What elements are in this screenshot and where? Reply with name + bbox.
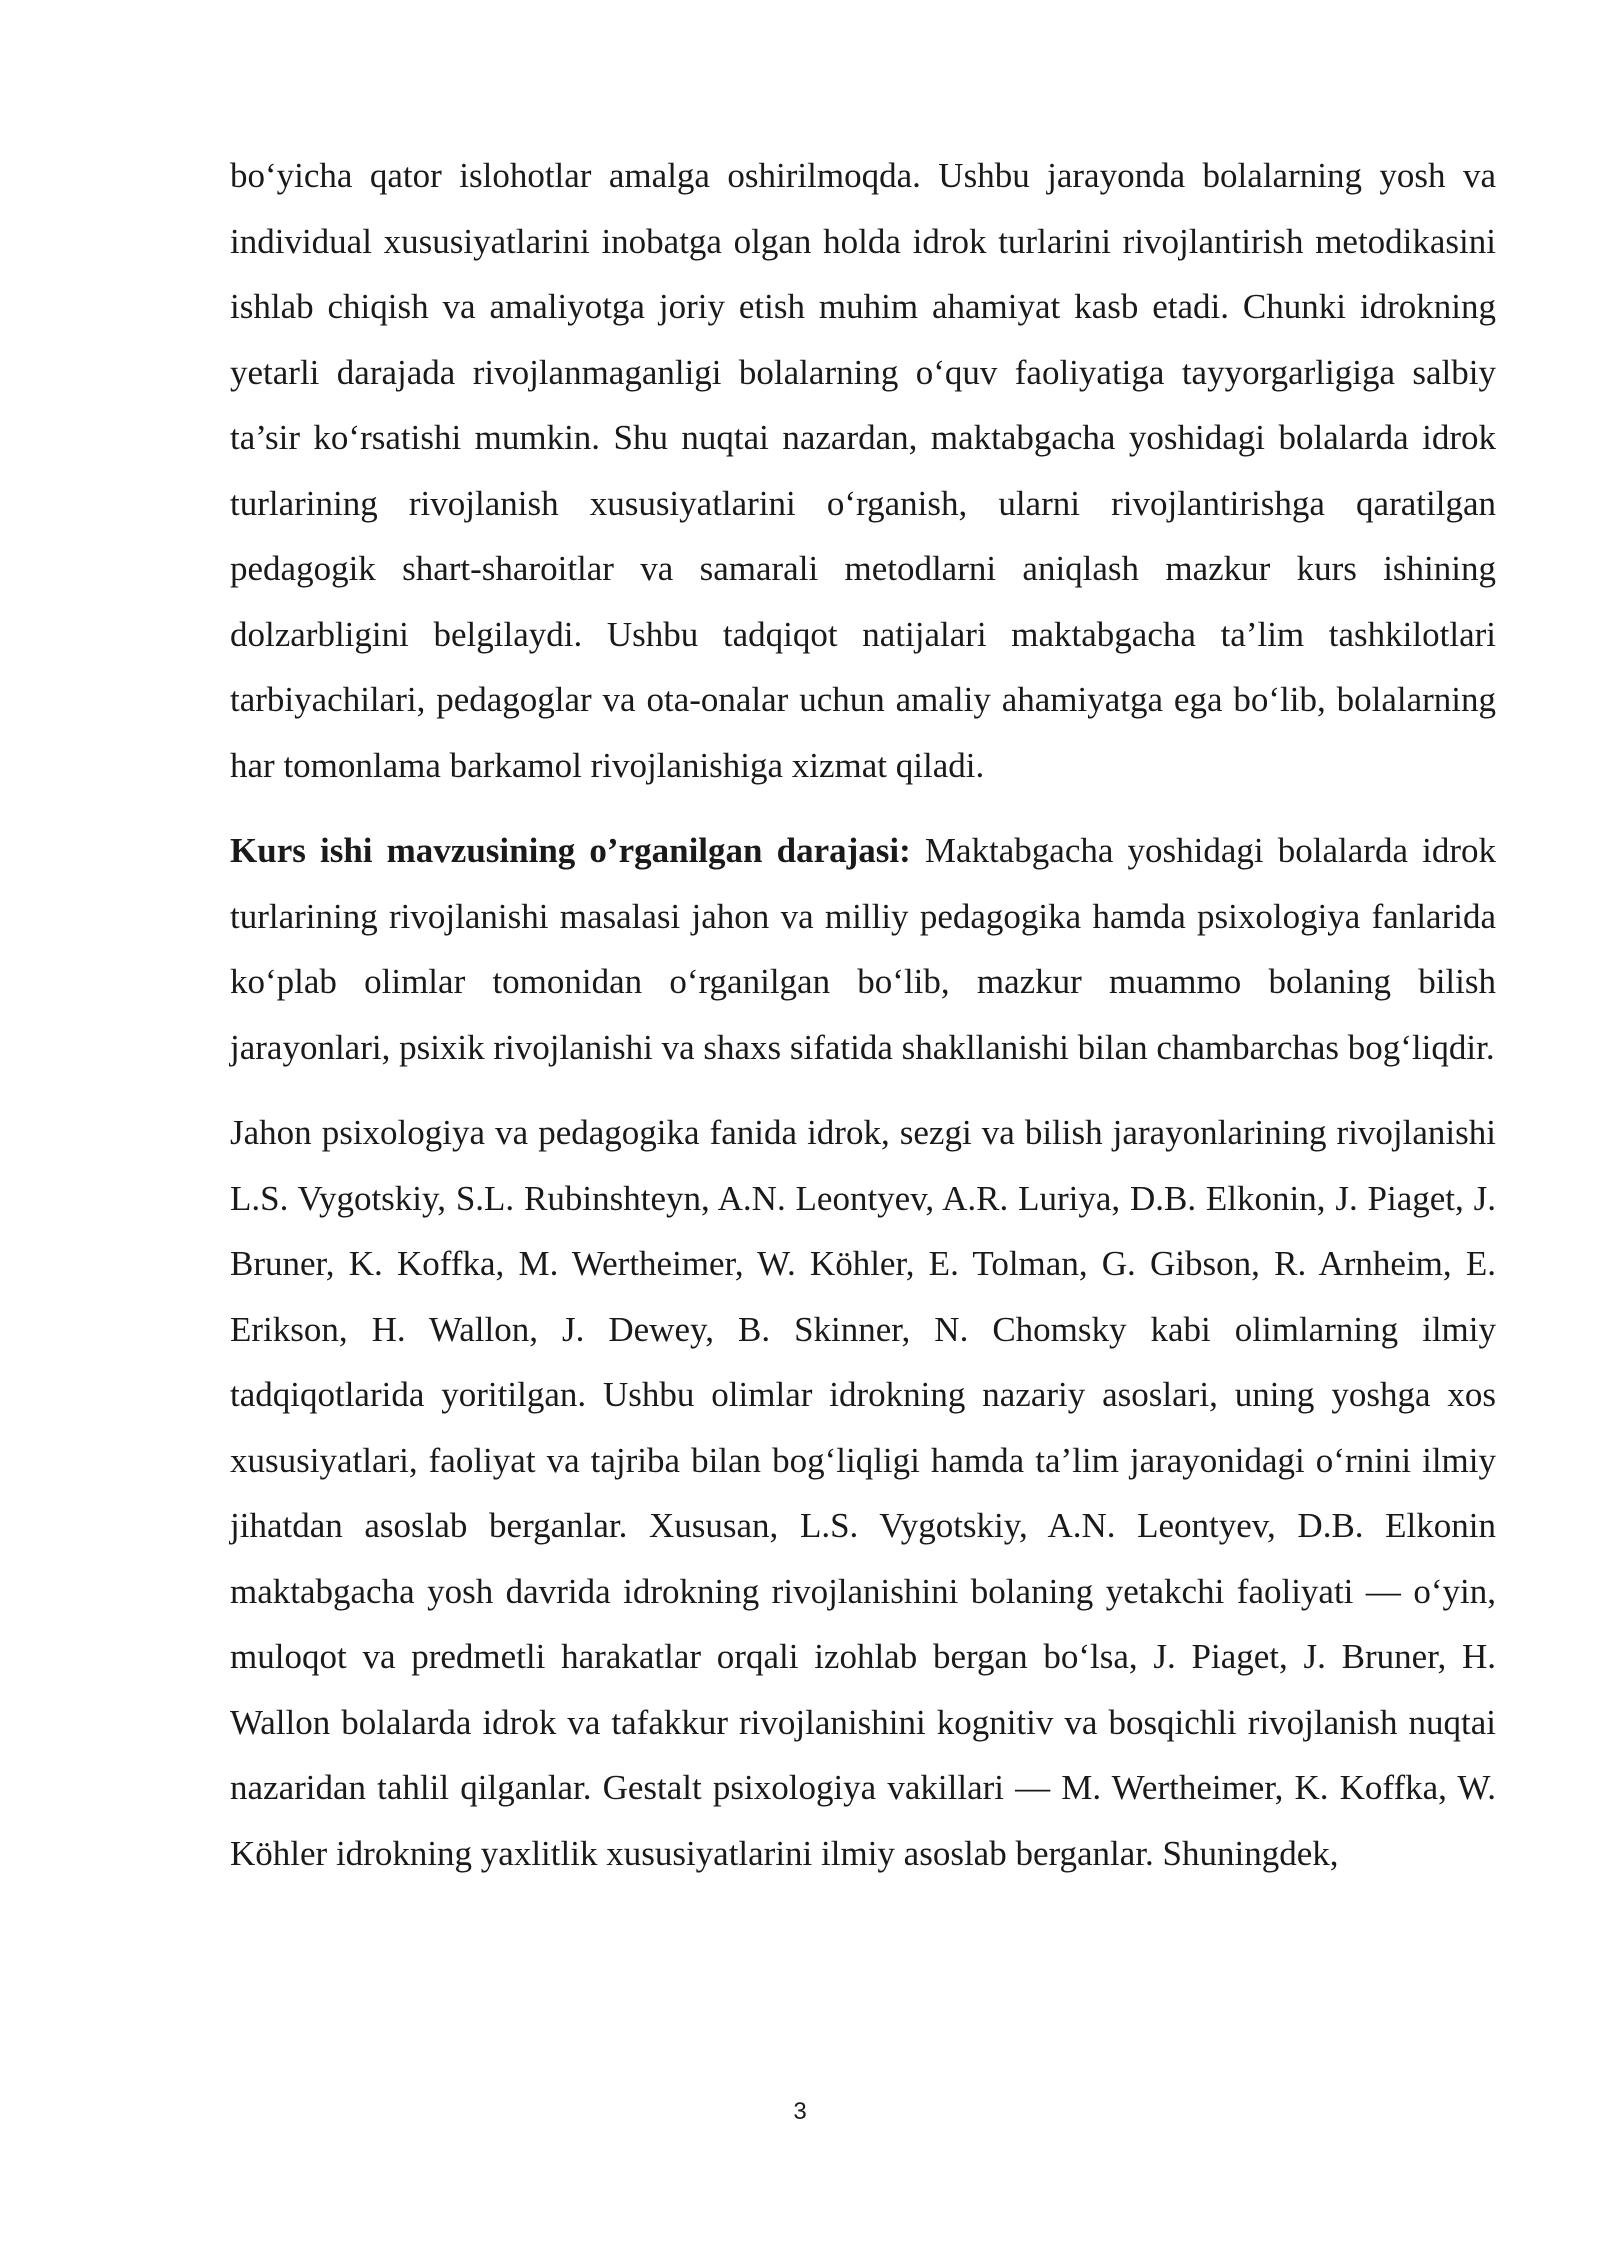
paragraph-2 xyxy=(230,818,1496,1080)
section-heading: Kurs ishi mavzusining o’rganilgan darajasi: xyxy=(230,831,911,870)
paragraph-3 xyxy=(230,1100,1496,1886)
document-body xyxy=(230,143,1496,1886)
page-number: 3 xyxy=(793,2098,807,2125)
paragraph-3-text: Jahon psixologiya va pedagogika fanida idrok, sezgi va bilish jarayonlarining rivojlanishi L.S. Vygotskiy, S.L. Rubinshteyn, A.N. Leontyev, A.R. Luriya, D.B. Elkonin, J. Piaget, J. Bruner, K. Koffka, M. Wertheimer, W. Köhler, E. Tolman, G. Gibson, R. Arnheim, E. Erikson, H. Wallon, J. Dewey, B. Skinner, N. Chomsky kabi olimlarning ilmiy tadqiqotlarida yoritilgan. Ushbu olimlar idrokning nazariy asoslari, uning yoshga xos xususiyatlari, faoliyat va tajriba bilan bog‘liqligi hamda ta’lim jarayonidagi o‘rnini ilmiy jihatdan asoslab berganlar. Xususan, L.S. Vygotskiy, A.N. Leontyev, D.B. Elkonin maktabgacha yosh davrida idrokning rivojlanishini bolaning yetakchi faoliyati — o‘yin, muloqot va predmetli harakatlar orqali izohlab bergan bo‘lsa, J. Piaget, J. Bruner, H. Wallon bolalarda idrok va tafakkur rivojlanishini kognitiv va bosqichli rivojlanish nuqtai nazaridan tahlil qilganlar. Gestalt psixologiya vakillari — M. Wertheimer, K. Koffka, W. Köhler idrokning yaxlitlik xususiyatlarini ilmiy asoslab berganlar. Shuningdek, xyxy=(230,1113,1496,1873)
paragraph-2-text: Maktabgacha yoshidagi bolalarda idrok turlarining rivojlanishi masalasi jahon va milliy pedagogika hamda psixologiya fanlarida ko‘plab olimlar tomonidan o‘rganilgan bo‘lib, mazkur muammo bolaning bilish jarayonlari, psixik rivojlanishi va shaxs sifatida shakllanishi bilan chambarchas bog‘liqdir. xyxy=(230,831,1496,1067)
paragraph-1 xyxy=(230,143,1496,798)
paragraph-1-text: bo‘yicha qator islohotlar amalga oshirilmoqda. Ushbu jarayonda bolalarning yosh va individual xususiyatlarini inobatga olgan holda idrok turlarini rivojlantirish metodikasini ishlab chiqish va amaliyotga joriy etish muhim ahamiyat kasb etadi. Chunki idrokning yetarli darajada rivojlanmaganligi bolalarning o‘quv faoliyatiga tayyorgarligiga salbiy ta’sir ko‘rsatishi mumkin. Shu nuqtai nazardan, maktabgacha yoshidagi bolalarda idrok turlarining rivojlanish xususiyatlarini o‘rganish, ularni rivojlantirishga qaratilgan pedagogik shart-sharoitlar va samarali metodlarni aniqlash mazkur kurs ishining dolzarbligini belgilaydi. Ushbu tadqiqot natijalari maktabgacha ta’lim tashkilotlari tarbiyachilari, pedagoglar va ota-onalar uchun amaliy ahamiyatga ega bo‘lib, bolalarning har tomonlama barkamol rivojlanishiga xizmat qiladi. xyxy=(230,156,1496,785)
